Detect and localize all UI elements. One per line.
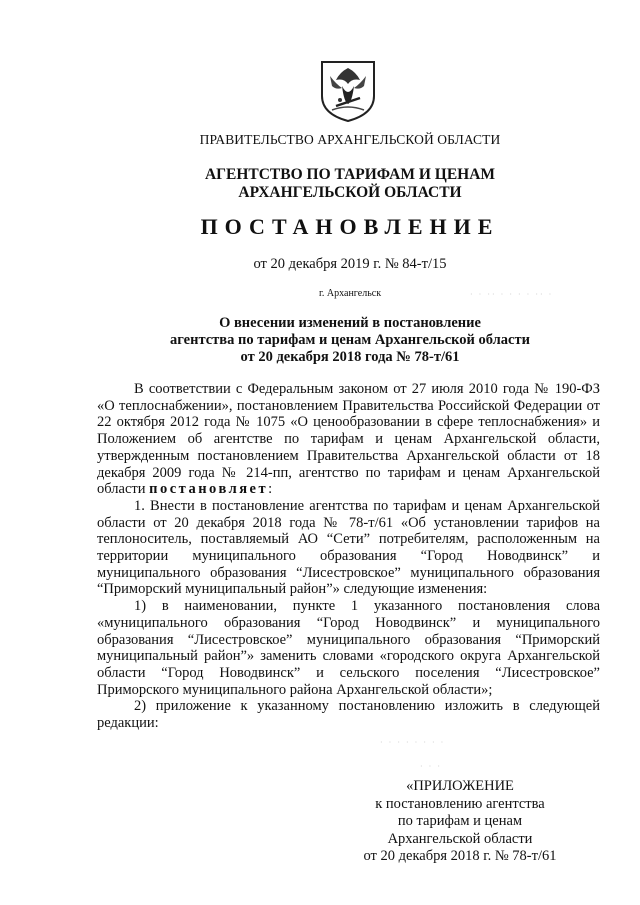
item-1-paragraph: 1. Внести в постановление агентства по тарифам и ценам Архангельской области от 20 декабря 2018 года № 78-т/61 «Об установлении тарифов на теплоноситель, поставляемый АО “Сети” потребителям, расположенным на территории муниципального образования “Город Новодвинск” и муниципального образования “Лисестровское” муниципального образования “Приморский муниципальный район”» следующие изменения: — [97, 497, 600, 598]
body-intro-paragraph — [97, 381, 600, 498]
document-body — [97, 381, 600, 732]
agency-name-line2: АРХАНГЕЛЬСКОЙ ОБЛАСТИ — [238, 184, 462, 201]
document-date-number: от 20 декабря 2019 г. № 84-т/15 — [253, 256, 447, 272]
scan-noise: · · · — [420, 762, 442, 771]
scan-noise: · · ·· · · · · ·· · — [470, 290, 554, 299]
document-type-title: ПОСТАНОВЛЕНИЕ — [200, 214, 500, 239]
subject-line3: от 20 декабря 2018 года № 78-т/61 — [240, 349, 460, 365]
subject-line1: О внесении изменений в постановление — [219, 315, 481, 331]
item-1-1-paragraph: 1) в наименовании, пункте 1 указанного постановления слова «муниципального образования “Город Новодвинск” и муниципального образования “Лисестровское” муниципального образования “Приморский муниципальный район”» заменить словами «городского округа Архангельской области “Город Новодвинск” и сельского поселения “Лисестровское” Приморского муниципального района Архангельской области»; — [97, 598, 600, 698]
agency-name — [100, 166, 600, 202]
document-city: г. Архангельск — [318, 288, 382, 299]
scan-noise: · · · · · · · · — [380, 738, 446, 747]
coat-of-arms-emblem-icon — [318, 58, 378, 124]
government-name: ПРАВИТЕЛЬСТВО АРХАНГЕЛЬСКОЙ ОБЛАСТИ — [199, 132, 501, 147]
appendix-line2: к постановлению агентства — [375, 795, 545, 812]
appendix-line1: «ПРИЛОЖЕНИЕ — [406, 778, 514, 794]
appendix-line5: от 20 декабря 2018 г. № 78-т/61 — [363, 848, 557, 865]
agency-name-line1: АГЕНТСТВО ПО ТАРИФАМ И ЦЕНАМ — [204, 166, 496, 183]
document-subject — [100, 315, 600, 366]
resolves-colon: : — [268, 481, 273, 498]
appendix-header — [355, 778, 565, 866]
resolves-word: постановляет — [149, 481, 269, 498]
subject-line2: агентства по тарифам и ценам Архангельской области — [170, 332, 530, 348]
intro-text: В соответствии с Федеральным законом от 27 июля 2010 года № 190-ФЗ «О теплоснабжении», постановлением Правительства Российской Федерации от 22 октября 2012 года № 1075 «О ценообразовании в сфере теплоснабжения» и Положением об агентстве по тарифам и ценам Архангельской области, утвержденным постановлением Правительства Архангельской области от 18 декабря 2009 года № 214-пп, агентство по тарифам и ценам Архангельской области — [97, 381, 600, 498]
appendix-line3: по тарифам и ценам — [397, 813, 523, 830]
appendix-line4: Архангельской области — [387, 830, 533, 847]
item-1-2-paragraph: 2) приложение к указанному постановлению изложить в следующей редакции: — [97, 698, 600, 732]
